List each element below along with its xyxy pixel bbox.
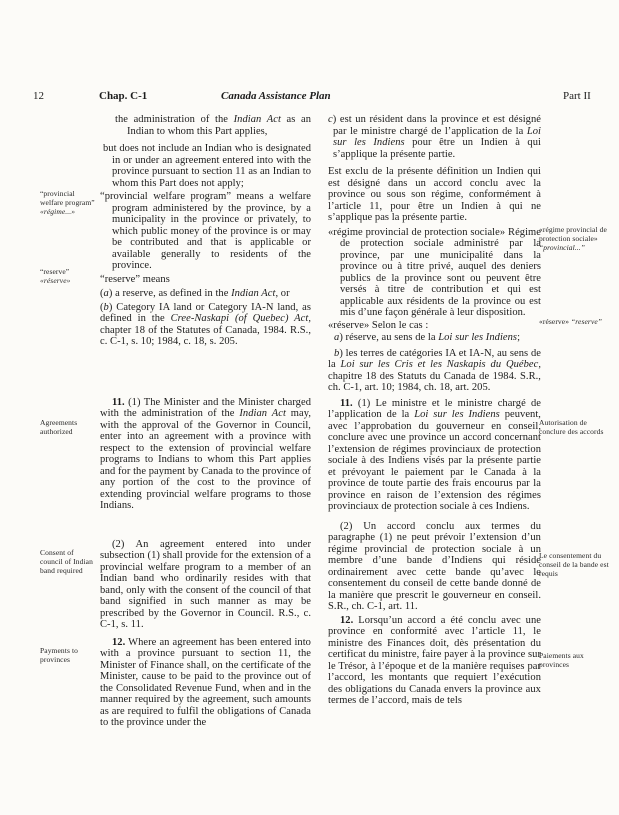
paragraph-fr-reserve-a: a) réserve, au sens de la Loi sur les Indiens; — [334, 332, 521, 343]
page-number: 12 — [33, 90, 44, 102]
paragraph-fr-section-11-2: (2) Un accord conclu aux termes du paragraphe (1) ne peut prévoir l’extension d’un régime provincial de protection sociale à un membre d’une bande d’Indiens qui réside ordinairement avec cette bande qu’avec le consentement du conseil de cette bande donné de la manière que prescrit le gouverneur en conseil. S.R., ch. C-1, art. 11. — [328, 520, 541, 612]
paragraph-en-def-welfare-program: “provincial welfare program” means a welfare program administered by the province, by a municipality in the province or privately, to which public money of the province is or may be contributed and that is applicable or available generally to residents of the province. — [100, 191, 311, 271]
paragraph-fr-exclusion: Est exclu de la présente définition un Indien qui est désigné dans un accord conclu avec la province ou sous son régime, conformément à l’article 11, pour être un Indien à qui ne s’applique pas la présente partie. — [328, 166, 541, 223]
paragraph-en-reserve-b: (b) Category IA land or Category IA-N land, as defined in the Cree-Naskapi (of Quebec) Act, chapter 18 of the Statutes of Canada, 1984. R.S., c. C-1, s. 10; 1984, c. 18, s. 205. — [100, 301, 311, 347]
paragraph-fr-reserve-b: b) les terres de catégories IA et IA-N, au sens de la Loi sur les Cris et les Naskapis du Québec, chapitre 18 des Statuts du Canada de 1984. S.R., ch. C-1, art. 10; 1984, ch. 18, art. 205. — [328, 347, 541, 393]
english-column — [100, 0, 311, 729]
french-column — [328, 0, 541, 707]
paragraph-fr-section-12: 12. Lorsqu’un accord a été conclu avec une province en conformité avec l’article 11, le ministre des Finances doit, dès présentation du certificat du ministre, faire payer à la province sur le Trésor, à l’époque et de la manière requises par l’accord, les montants que requiert l’exécution des obligations du Canada envers la province aux termes de l’accord, mais de tels — [328, 614, 541, 706]
margin-note-autorisation-accords: Autorisation de conclure des accords — [539, 418, 604, 436]
paragraph-fr-section-11-1: 11. (1) Le ministre et le ministre chargé de l’application de la Loi sur les Indiens peuvent, avec l’approbation du gouverneur en conseil, conclure avec une province un accord concernant l’extension de régimes provinciaux de protection sociale à des Indiens visés par la présente partie et prévoyant le paiement par le Canada à la province de toute partie des frais encourus par la province en raison de l’extension des régimes provinciaux de protection sociale à ces Indiens. — [328, 397, 541, 512]
margin-note-reserve: “reserve” «réserve» — [40, 267, 71, 285]
paragraph-en-def-reserve: “reserve” means — [100, 273, 170, 285]
margin-note-provincial-welfare-program: “provincial welfare program” «régime...» — [40, 189, 95, 216]
paragraph-en-exclusion: but does not include an Indian who is designated in or under an agreement entered into with the province pursuant to section 11 as an Indian to whom this Part does not apply; — [103, 143, 311, 189]
margin-note-payments-to-provinces: Payments to provinces — [40, 646, 78, 664]
paragraph-en-section-12: 12. Where an agreement has been entered into with a province pursuant to section 11, the Minister of Finance shall, on the certificate of the Minister, cause to be paid to the province out of the Consolidated Revenue Fund, when and in the manner required by the agreement, such amounts as are required to fulfil the obligations of Canada to the province under the — [100, 636, 311, 728]
paragraph-en-section-11-1: 11. (1) The Minister and the Minister charged with the administration of the Indian Act may, with the approval of the Governor in Council, enter into an agreement with a province with respect to the extension of provincial welfare programs to Indians to whom this Part applies and for the payment by Canada to the province of any portion of the cost to the province of extending provincial welfare programs to those Indians. — [100, 396, 312, 511]
margin-note-reserve-fr: «réserve» “reserve” — [539, 317, 603, 326]
paragraph-fr-def-reserve: «réserve» Selon le cas : — [328, 319, 429, 331]
document-title: Canada Assistance Plan — [221, 90, 331, 102]
margin-note-consent-of-council: Consent of council of Indian band required — [40, 548, 93, 575]
margin-note-agreements-authorized: Agreements authorized — [40, 418, 78, 436]
paragraph-fr-item-c: c) est un résident dans la province et est désigné par le ministre chargé de l’application de la Loi sur les Indiens pour être un Indien à qui s’applique la présente partie. — [328, 114, 541, 160]
paragraph-en-section-11-2: (2) An agreement entered into under subsection (1) shall provide for the extension of a provincial welfare program to a member of an Indian band who ordinarily resides with that band, only with the consent of the council of that band signified in such manner as may be prescribed by the Governor in Council. R.S., c. C-1, s. 11. — [100, 538, 311, 630]
margin-note-paiements-provinces: Paiements aux provinces — [539, 651, 584, 669]
chapter-label: Chap. C-1 — [99, 90, 148, 102]
margin-note-consentement-conseil: Le consentement du conseil de la bande est requis — [539, 551, 609, 578]
paragraph-en-reserve-a: (a) a reserve, as defined in the Indian Act, or — [100, 288, 290, 299]
paragraph-fr-def-regime: «régime provincial de protection sociale» Régime de protection sociale administré par la province, par une municipalité dans la province ou à titre privé, auquel des deniers publics de la province sont ou peuvent être versés à titre de contribution et qui est applicable aux résidents de la province ou est mis d’une façon générale à leur disposition. — [328, 226, 541, 318]
margin-note-regime-provincial: «régime provincial de protection sociale» “provincial...” — [539, 225, 607, 252]
paragraph-en-definition-cont: the administration of the Indian Act as an Indian to whom this Part applies, — [115, 114, 311, 137]
part-label: Part II — [563, 90, 591, 102]
